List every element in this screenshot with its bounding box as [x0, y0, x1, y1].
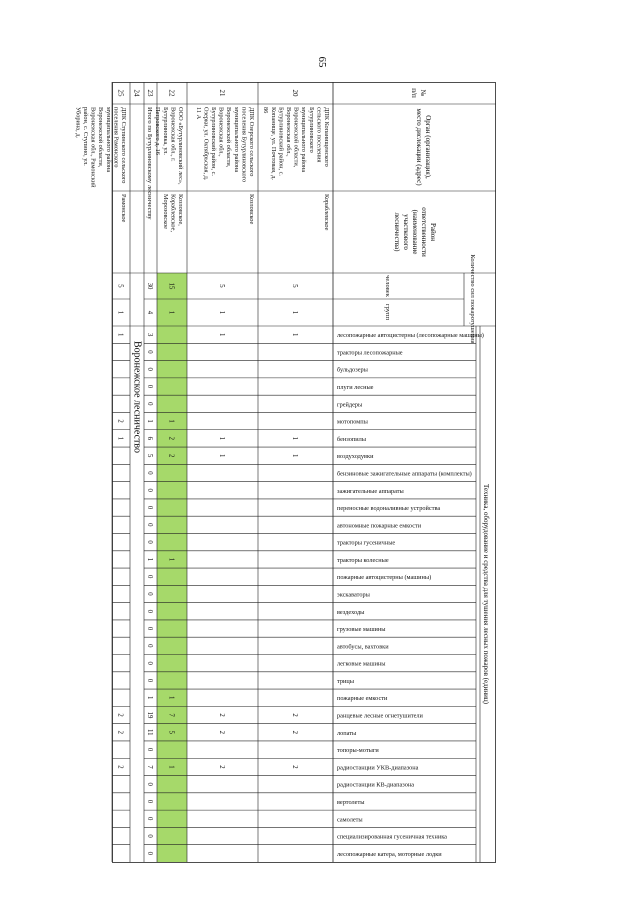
row-value: 2 — [116, 730, 124, 735]
equipment-column-header: тракторы колесные — [337, 556, 389, 564]
row-value: 1 — [116, 436, 124, 441]
row-num: 21 — [218, 89, 226, 97]
equipment-column-header: мотопомпы — [337, 418, 368, 426]
equipment-column-header: пожарные емкости — [337, 695, 388, 703]
row-value: 0 — [146, 488, 153, 492]
row-people: 5 — [218, 284, 225, 288]
row-value: 0 — [146, 799, 153, 804]
equipment-column-header: легковые машины — [337, 660, 386, 668]
row-value: 0 — [146, 661, 153, 665]
row-groups: 1 — [218, 310, 225, 315]
row-num: 25 — [116, 89, 125, 97]
row-value: 0 — [146, 350, 153, 354]
row-value: 2 — [116, 765, 124, 769]
row-value: 1 — [146, 419, 153, 423]
equipment-column-header: грейдеры — [337, 401, 363, 409]
row-groups: 1 — [116, 310, 124, 315]
equipment-column-header: грузовые машины — [337, 626, 386, 634]
row-value: 0 — [146, 609, 153, 613]
section-title: Воронежское лесничество — [131, 341, 143, 454]
equipment-column-header: бульдозеры — [337, 366, 368, 374]
row-people: 5 — [116, 284, 124, 288]
row-value: 0 — [146, 505, 153, 510]
row-value: 1 — [146, 696, 153, 700]
equipment-column-header: специализированная гусеничная техника — [337, 833, 447, 841]
equipment-column-header: автобусы, вахтовки — [337, 643, 389, 651]
row-value: 0 — [146, 592, 153, 596]
row-num: 22 — [167, 89, 176, 97]
equipment-column-header: топоры-мотыги — [337, 747, 379, 755]
row-value: 2 — [218, 730, 225, 735]
header-forces: Количество сил пожаротушения — [469, 254, 476, 344]
row-organ: ДПК Озерского сельскогопоселения Бутурлиновскогомуниципального районаВоронежской области,Воронежская обл.,Бутурлиновский район, с.Озерки, ул. Октябрьская, д.11 А — [194, 107, 255, 183]
equipment-column-header: вертолеты — [337, 798, 365, 806]
highlight-row — [157, 273, 187, 862]
row-people: 15 — [167, 282, 175, 290]
row-value: 0 — [146, 523, 153, 527]
row-value: 1 — [116, 332, 124, 337]
row-organ: ДПК Ступинского сельскогопоселения Рамонскогомуниципального районаВоронежской области,Воронежская обл., Рамонскийрайон, с. Ступино, ул.Уборина, д. — [74, 107, 127, 188]
equipment-column-header: воздуходувки — [337, 453, 374, 461]
row-value: 1 — [291, 436, 298, 441]
row-value: 5 — [146, 453, 153, 458]
row-value: 2 — [291, 765, 298, 769]
row-value: 0 — [146, 575, 153, 579]
row-value: 1 — [167, 696, 175, 700]
equipment-column-header: автономные пожарные емкости — [337, 522, 422, 530]
row-value: 1 — [146, 557, 153, 562]
row-value: 2 — [218, 765, 225, 769]
row-value: 1 — [291, 332, 298, 337]
equipment-column-header: трицы — [337, 677, 354, 685]
row-value: 0 — [146, 834, 153, 838]
row-value: 0 — [146, 626, 153, 631]
row-organ: ООО «Бутурлиновский лес»,Воронежская обл., г.Бутурлиновка, ул.Петровского д. 16 — [154, 107, 184, 185]
equipment-column-header: лопаты — [337, 729, 357, 737]
equipment-column-header: лесопожарные катера, моторные лодки — [337, 850, 442, 858]
equipment-column-header: бензиновые зажигательные аппараты (комплекты) — [337, 470, 472, 478]
equipment-column-header: плуги лесные — [337, 384, 374, 392]
row-value: 7 — [167, 713, 175, 717]
row-organ: ДПК Копанищенскогосельского поселенияБутурлиновскогомуниципального районаВоронежской области,Воронежская обл.,Бутурлиновский район, с.Копанище, ул. Почтовая, д.86 — [262, 107, 330, 180]
equipment-column-header: переносные водоналивные устройства — [337, 505, 441, 513]
row-value: 0 — [146, 402, 153, 406]
equipment-column-header: зажигательные аппараты — [337, 487, 404, 495]
total-label: Итого по Бутурлиновскому лесничеству — [146, 107, 153, 220]
header-organ: Орган (организация),место дислокации (адрес) — [415, 108, 432, 186]
row-value: 0 — [146, 540, 153, 544]
row-district: Козловское — [248, 194, 255, 225]
header-forces-people: человек — [384, 275, 391, 297]
row-value: 2 — [116, 713, 124, 717]
row-value: 0 — [146, 471, 153, 475]
equipment-column-header: лесопожарные автоцистерны (лесопожарные машины) — [337, 332, 484, 340]
row-district: Рамонское — [120, 194, 127, 223]
equipment-column-header: радиостанции УКВ-диапазона — [337, 764, 419, 772]
row-value: 2 — [167, 453, 175, 458]
equipment-column-header: вездеходы — [337, 608, 365, 616]
equipment-column-header: экскаваторы — [337, 591, 370, 599]
row-value: 0 — [146, 367, 153, 371]
equipment-column-header: тракторы гусеничные — [337, 539, 396, 547]
row-groups: 1 — [291, 310, 298, 315]
equipment-table — [74, 82, 496, 863]
row-value: 1 — [218, 332, 225, 337]
row-value: 7 — [146, 765, 153, 769]
equipment-column-header: ранцевые лесные огнетушители — [337, 712, 423, 720]
row-value: 1 — [167, 419, 175, 423]
row-value: 1 — [167, 557, 175, 562]
row-value: 0 — [146, 644, 153, 648]
header-num: №п/п — [410, 88, 427, 98]
row-value: 1 — [167, 765, 175, 769]
row-value: 0 — [146, 678, 153, 683]
row-value: 11 — [146, 729, 153, 736]
row-value: 1 — [291, 453, 298, 458]
row-value: 0 — [146, 782, 153, 786]
row-value: 0 — [146, 384, 153, 389]
equipment-column-header: самолеты — [337, 816, 363, 824]
header-forces-groups: групп — [384, 303, 391, 321]
equipment-column-header: тракторы лесопожарные — [337, 349, 403, 357]
row-groups: 4 — [146, 310, 153, 315]
row-value: 2 — [291, 730, 298, 735]
row-value: 6 — [146, 436, 153, 441]
row-value: 2 — [116, 419, 124, 423]
row-district: Козловское,Кораблевское,Морозовское — [161, 194, 184, 233]
header-equipment: Техника, оборудование и средства для тушения лесных пожаров (единиц) — [482, 484, 490, 704]
row-groups: 1 — [167, 310, 175, 315]
rotated-table-container — [74, 82, 496, 863]
row-district: Кораблевское — [323, 194, 330, 231]
row-value: 2 — [218, 713, 225, 717]
row-num: 20 — [291, 89, 299, 97]
row-value: 2 — [291, 713, 298, 717]
row-value: 0 — [146, 747, 153, 752]
row-value: 0 — [146, 817, 153, 821]
row-people: 5 — [291, 284, 298, 288]
row-value: 1 — [218, 453, 225, 458]
row-value: 0 — [146, 851, 153, 856]
row-value: 3 — [146, 332, 153, 337]
row-num: 24 — [132, 89, 141, 97]
row-people: 30 — [146, 282, 153, 290]
row-value: 19 — [146, 711, 153, 719]
row-value: 1 — [218, 436, 225, 441]
header-district: Районответственности(наименованиеучастковоголесничества) — [393, 207, 437, 257]
row-value: 2 — [167, 436, 175, 441]
row-value: 5 — [167, 730, 175, 735]
equipment-column-header: бензопилы — [337, 435, 366, 443]
equipment-column-header: пожарные автоцистерны (машины) — [337, 574, 432, 582]
row-num: 23 — [146, 89, 154, 97]
page-number: 65 — [316, 56, 328, 68]
equipment-column-header: радиостанции КВ-диапазона — [337, 781, 415, 789]
